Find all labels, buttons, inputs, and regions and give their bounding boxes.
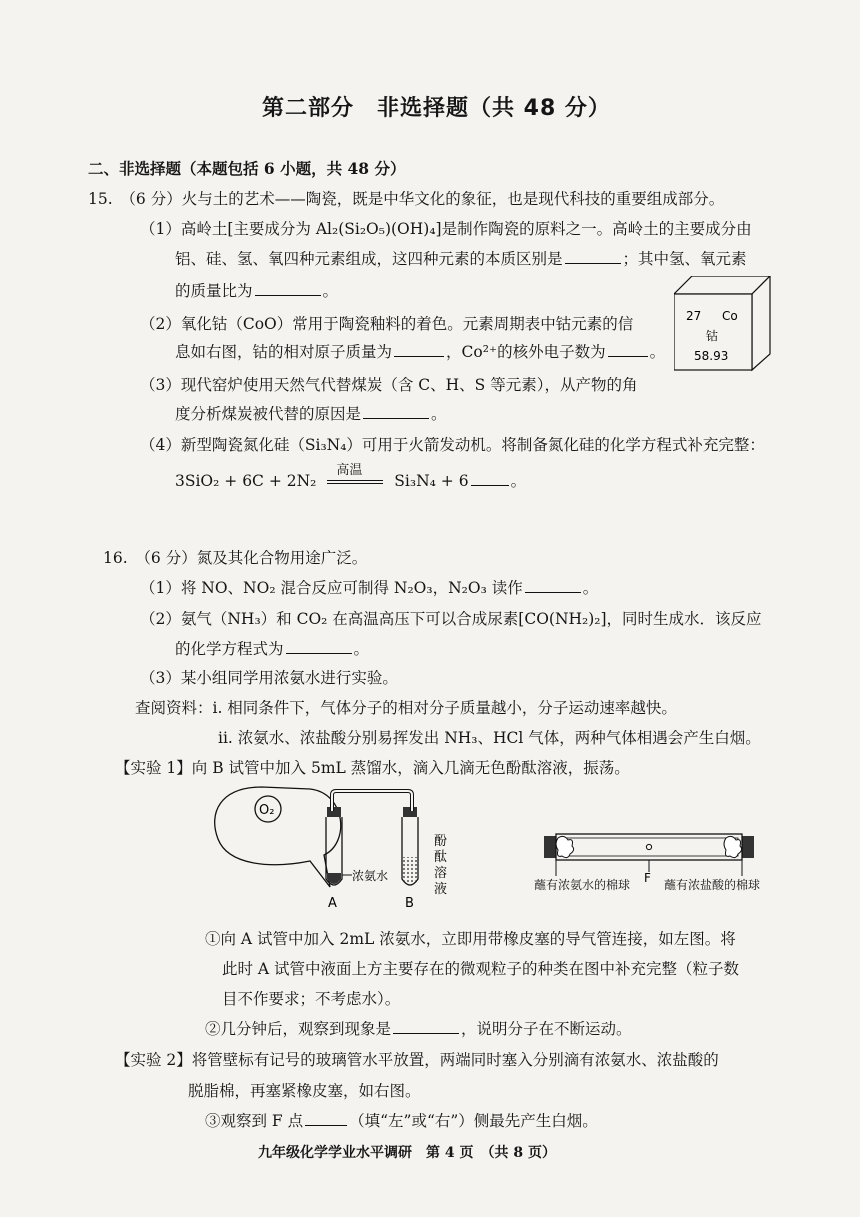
q16-part1-end: 。	[582, 579, 599, 597]
page-footer: 九年级化学学业水平调研 第 4 页 （共 8 页）	[258, 1145, 556, 1161]
answer-blank[interactable]	[525, 578, 581, 593]
q16-part2-line1: （2）氨气（NH₃）和 CO₂ 在高温高压下可以合成尿素[CO(NH₂)₂]，同时生成水．该反应	[140, 610, 762, 628]
label-cotton-hcl: 蘸有浓盐酸的棉球	[664, 878, 761, 892]
q15-part2-text-c: 。	[649, 343, 666, 361]
cobalt-element-cell	[674, 276, 774, 372]
page-title: 第二部分 非选择题（共 48 分）	[262, 96, 611, 121]
q15-heading: 15. （6 分）火与土的艺术——陶瓷，既是中华文化的象征，也是现代科技的重要组成部分。	[88, 190, 725, 208]
q16-heading: 16. （6 分）氮及其化合物用途广泛。	[103, 549, 368, 567]
q15-part1-line3	[175, 280, 338, 302]
label-phenol-1: 酚	[434, 834, 448, 849]
step-3-end: （填“左”或“右”）侧最先产生白烟。	[349, 1112, 598, 1130]
label-ammonia: 浓氨水	[352, 869, 389, 883]
q15-part1-text-c: 的质量比为	[175, 282, 253, 300]
step-3-text: ③观察到 F 点	[205, 1112, 304, 1130]
step-2-text: ②几分钟后，观察到现象是	[205, 1020, 392, 1038]
cotton-ball-right	[724, 836, 742, 857]
atomic-number: 27	[686, 309, 702, 323]
experiment-2-line1: 【实验 2】将管壁标有记号的玻璃管水平放置，两端同时塞入分别滴有浓氨水、浓盐酸的	[115, 1051, 719, 1069]
q15-part3-text: 度分析煤炭被代替的原因是	[175, 405, 362, 423]
rubber-stopper-left	[544, 836, 556, 858]
answer-blank[interactable]	[471, 471, 509, 486]
chemical-equation	[175, 463, 527, 492]
q15-part2-text-b: ，Co²⁺的核外电子数为	[446, 343, 606, 361]
equation-products: Si₃N₄ + 6	[394, 472, 469, 490]
label-f: F	[644, 871, 651, 885]
atomic-mass: 58.93	[694, 349, 729, 363]
q15-part2-line1: （2）氧化钴（CoO）常用于陶瓷釉料的着色。元素周期表中钴元素的信	[140, 315, 634, 333]
q15-part1-text: 铝、硅、氢、氧四种元素组成，这四种元素的本质区别是	[175, 250, 563, 268]
q16-part2-line2	[175, 638, 369, 660]
answer-blank[interactable]	[305, 1111, 347, 1126]
element-name: 钴	[706, 329, 719, 343]
phenolphthalein-liquid	[403, 857, 417, 884]
answer-blank[interactable]	[363, 404, 429, 419]
mark-f	[646, 844, 651, 849]
step-1-line3: 目不作要求；不考虑水）。	[222, 990, 401, 1008]
o2-label: O₂	[259, 803, 275, 818]
label-cotton-ammonia: 蘸有浓氨水的棉球	[534, 878, 631, 892]
answer-blank[interactable]	[255, 281, 321, 296]
q16-part1	[140, 577, 598, 599]
label-tube-a: A	[328, 896, 337, 911]
experiment-1-apparatus	[210, 783, 460, 911]
answer-blank[interactable]	[565, 249, 621, 264]
reference-2: ii. 浓氨水、浓盐酸分别易挥发出 NH₃、HCl 气体，两种气体相遇会产生白烟。	[218, 729, 761, 747]
delivery-tube	[332, 791, 412, 811]
q16-part3: （3）某小组同学用浓氨水进行实验。	[140, 669, 398, 687]
step-1-line1: ①向 A 试管中加入 2mL 浓氨水，立即用带橡皮塞的导气管连接，如左图。将	[205, 930, 736, 948]
label-phenol-4: 液	[434, 882, 448, 897]
label-tube-b: B	[405, 896, 414, 911]
step-1-line2: 此时 A 试管中液面上方主要存在的微观粒子的种类在图中补充完整（粒子数	[222, 960, 740, 978]
delivery-tube-inner	[332, 791, 412, 811]
q15-part1-text-d: 。	[322, 282, 339, 300]
q15-part3-line1: （3）现代窑炉使用天然气代替煤炭（含 C、H、S 等元素），从产物的角	[140, 376, 638, 394]
section-heading: 二、非选择题（本题包括 6 小题，共 48 分）	[88, 159, 406, 178]
equation-reactants: 3SiO₂ + 6C + 2N₂	[175, 472, 317, 490]
equation-arrow	[327, 463, 383, 484]
glass-tube-inner	[560, 838, 738, 856]
answer-blank[interactable]	[608, 342, 648, 357]
equation-condition: 高温	[336, 463, 363, 478]
q15-part4-line1: （4）新型陶瓷氮化硅（Si₃N₄）可用于火箭发动机。将制备氮化硅的化学方程式补充完整：	[140, 436, 765, 454]
q16-part2-end: 。	[353, 640, 370, 658]
equation-end: 。	[510, 472, 527, 490]
step-3	[205, 1110, 598, 1132]
answer-blank[interactable]	[393, 1019, 459, 1034]
q15-part1-text-b: ；其中氢、氧元素	[622, 250, 747, 268]
speech-bubble	[215, 787, 341, 887]
experiment-2-line2: 脱脂棉，再塞紧橡皮塞，如右图。	[188, 1082, 421, 1100]
q15-part3-line2	[175, 403, 447, 425]
answer-blank[interactable]	[394, 342, 444, 357]
label-phenol-3: 溶	[434, 866, 448, 881]
q16-part1-text: （1）将 NO、NO₂ 混合反应可制得 N₂O₃，N₂O₃ 读作	[140, 579, 523, 597]
q15-part3-text-b: 。	[431, 405, 447, 423]
q16-part2-text: 的化学方程式为	[175, 640, 284, 658]
element-symbol: Co	[722, 309, 738, 323]
cotton-ball-left	[556, 836, 574, 857]
q15-part2-text: 息如右图，钴的相对原子质量为	[175, 343, 393, 361]
answer-blank[interactable]	[286, 639, 352, 654]
reference-1: 查阅资料：i. 相同条件下，气体分子的相对分子质量越小，分子运动速率越快。	[135, 699, 677, 717]
rubber-stopper-right	[742, 836, 754, 858]
q15-part1-line2	[175, 248, 747, 270]
q15-part1-line1: （1）高岭土[主要成分为 Al₂(Si₂O₅)(OH)₄]是制作陶瓷的原料之一。高岭土的主要成分由	[140, 220, 752, 238]
label-phenol-2: 酞	[434, 850, 448, 865]
q15-part2-line2	[175, 341, 665, 363]
experiment-1-intro: 【实验 1】向 B 试管中加入 5mL 蒸馏水，滴入几滴无色酚酞溶液，振荡。	[115, 759, 630, 777]
step-2	[205, 1018, 632, 1040]
step-2-end: ，说明分子在不断运动。	[461, 1020, 632, 1038]
